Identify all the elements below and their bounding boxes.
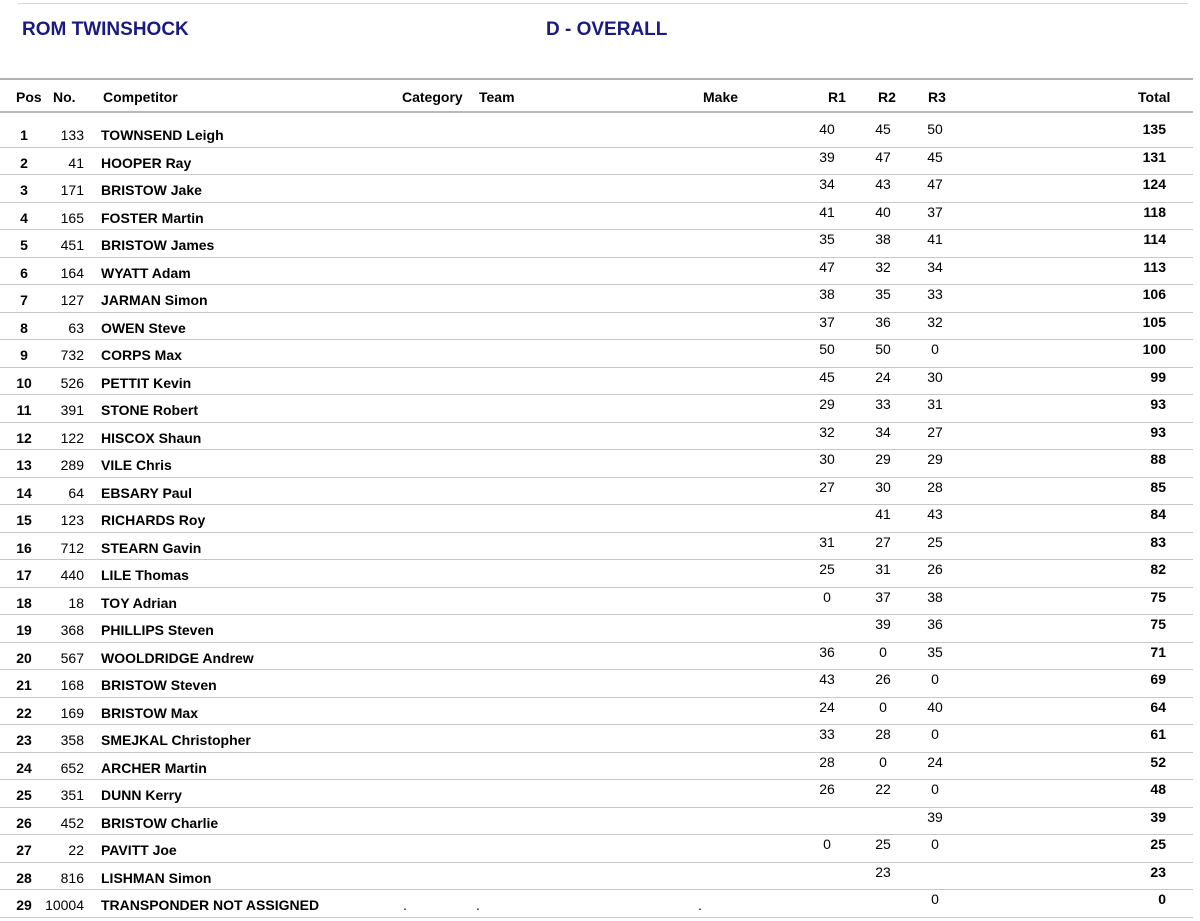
- cell-no: 41: [68, 154, 84, 171]
- cell-competitor: DUNN Kerry: [101, 787, 182, 803]
- cell-pos: 4: [20, 209, 28, 226]
- table-row: [0, 120, 1193, 148]
- table-row: [0, 285, 1193, 313]
- cell-r2: 31: [875, 561, 891, 577]
- cell-no: 358: [60, 732, 84, 748]
- cell-pos: 7: [20, 292, 28, 308]
- cell-no: 164: [60, 264, 84, 281]
- header-make: Make: [703, 89, 739, 105]
- cell-r3: 47: [927, 176, 943, 192]
- cell-no: 122: [60, 429, 84, 446]
- cell-r3: 27: [927, 423, 943, 440]
- cell-no: 816: [60, 869, 84, 886]
- cell-pos: 22: [16, 704, 32, 721]
- table-row: [0, 808, 1193, 836]
- cell-pos: 1: [20, 127, 28, 143]
- cell-r3: 0: [931, 781, 939, 797]
- cell-r3: 25: [927, 533, 943, 550]
- table-row: [0, 258, 1193, 286]
- table-row: [0, 670, 1193, 698]
- cell-no: 289: [60, 457, 84, 473]
- cell-competitor: WOOLDRIDGE Andrew: [101, 649, 254, 666]
- cell-no: 452: [60, 814, 84, 831]
- cell-r2: 47: [875, 148, 891, 165]
- cell-r2: 36: [875, 313, 891, 330]
- cell-r2: 37: [875, 588, 891, 605]
- cell-r1: 33: [819, 726, 835, 742]
- header-category: Category: [402, 89, 463, 105]
- cell-competitor: BRISTOW Charlie: [101, 814, 219, 831]
- cell-pos: 2: [20, 154, 28, 171]
- table-row: [0, 588, 1193, 616]
- cell-pos: 10: [16, 374, 32, 391]
- cell-total: 82: [1150, 561, 1166, 577]
- cell-r1: 50: [819, 341, 835, 357]
- cell-total: 25: [1150, 836, 1166, 852]
- cell-r3: 0: [931, 671, 939, 687]
- cell-no: 10004: [45, 897, 84, 913]
- cell-total: 93: [1150, 423, 1166, 440]
- cell-pos: 27: [16, 842, 32, 858]
- cell-no: 391: [60, 402, 84, 418]
- cell-total: 100: [1142, 341, 1166, 357]
- cell-no: 171: [60, 182, 84, 198]
- cell-competitor: TOY Adrian: [101, 594, 177, 611]
- cell-total: 124: [1142, 176, 1166, 192]
- cell-competitor: EBSARY Paul: [101, 484, 193, 501]
- cell-no: 168: [60, 677, 84, 693]
- cell-competitor: OWEN Steve: [101, 319, 186, 336]
- cell-pos: 11: [16, 402, 32, 418]
- cell-pos: 29: [16, 897, 32, 913]
- cell-r2: 33: [875, 396, 891, 412]
- cell-no: 63: [68, 319, 84, 336]
- cell-r2: 27: [875, 533, 891, 550]
- cell-pos: 8: [20, 319, 28, 336]
- table-row: [0, 148, 1193, 176]
- header-total: Total: [1138, 89, 1171, 105]
- cell-r2: 45: [875, 121, 891, 137]
- cell-no: 18: [68, 594, 84, 611]
- table-row: [0, 725, 1193, 753]
- cell-r3: 26: [927, 561, 943, 577]
- table-row: [0, 423, 1193, 451]
- class-title: D - OVERALL: [546, 19, 668, 40]
- cell-total: 114: [1143, 231, 1166, 247]
- table-row: [0, 505, 1193, 533]
- cell-r1: 37: [819, 313, 835, 330]
- cell-r2: 29: [875, 451, 891, 467]
- table-row: [0, 313, 1193, 341]
- cell-competitor: WYATT Adam: [101, 264, 191, 281]
- cell-total: 118: [1143, 203, 1166, 220]
- cell-r3: 50: [927, 121, 943, 137]
- cell-competitor: JARMAN Simon: [101, 292, 208, 308]
- cell-pos: 19: [16, 622, 32, 638]
- table-row: [0, 890, 1193, 918]
- cell-total: 75: [1150, 616, 1166, 632]
- cell-r2: 23: [875, 863, 891, 880]
- cell-r3: 0: [931, 726, 939, 742]
- cell-total: 99: [1150, 368, 1166, 385]
- cell-pos: 13: [16, 457, 32, 473]
- cell-r2: 28: [875, 726, 891, 742]
- cell-r3: 0: [931, 341, 939, 357]
- cell-r3: 41: [927, 231, 943, 247]
- cell-competitor: LILE Thomas: [101, 567, 189, 583]
- cell-r3: 28: [927, 478, 943, 495]
- cell-r3: 37: [927, 203, 943, 220]
- cell-r2: 40: [875, 203, 891, 220]
- table-row: [0, 395, 1193, 423]
- cell-pos: 28: [16, 869, 32, 886]
- table-row: [0, 368, 1193, 396]
- cell-no: 526: [60, 374, 84, 391]
- cell-r3: 43: [927, 506, 943, 522]
- cell-r3: 35: [927, 643, 943, 660]
- cell-total: 48: [1150, 781, 1166, 797]
- cell-no: 351: [60, 787, 84, 803]
- cell-competitor: ARCHER Martin: [101, 759, 207, 776]
- cell-pos: 23: [16, 732, 32, 748]
- table-row: [0, 863, 1193, 891]
- cell-no: 64: [68, 484, 84, 501]
- header-r2: R2: [878, 89, 896, 105]
- cell-pos: 18: [16, 594, 32, 611]
- cell-total: 88: [1150, 451, 1166, 467]
- cell-competitor: CORPS Max: [101, 347, 182, 363]
- cell-r2: 0: [879, 698, 887, 715]
- cell-r1: 35: [819, 231, 835, 247]
- header-r1: R1: [828, 89, 846, 105]
- results-table: [0, 120, 1193, 918]
- cell-no: 127: [60, 292, 84, 308]
- cell-pos: 25: [16, 787, 32, 803]
- cell-no: 133: [60, 127, 84, 143]
- cell-r2: 0: [879, 643, 887, 660]
- cell-competitor: STONE Robert: [101, 402, 198, 418]
- cell-no: 22: [68, 842, 84, 858]
- cell-r1: 41: [819, 203, 835, 220]
- table-row: [0, 230, 1193, 258]
- cell-total: 64: [1150, 698, 1166, 715]
- cell-make: .: [698, 897, 702, 913]
- cell-r2: 32: [875, 258, 891, 275]
- top-divider: [18, 3, 1188, 4]
- cell-r1: 0: [823, 588, 831, 605]
- cell-pos: 14: [16, 484, 32, 501]
- cell-r2: 34: [875, 423, 891, 440]
- cell-r2: 35: [875, 286, 891, 302]
- cell-r2: 26: [875, 671, 891, 687]
- cell-r3: 38: [927, 588, 943, 605]
- cell-r2: 30: [875, 478, 891, 495]
- cell-total: 83: [1150, 533, 1166, 550]
- cell-r1: 38: [819, 286, 835, 302]
- cell-r3: 31: [927, 396, 943, 412]
- cell-r3: 0: [931, 836, 939, 852]
- table-row: [0, 450, 1193, 478]
- cell-r3: 34: [927, 258, 943, 275]
- cell-competitor: HOOPER Ray: [101, 154, 192, 171]
- cell-pos: 9: [20, 347, 28, 363]
- cell-r1: 31: [819, 533, 835, 550]
- cell-r3: 33: [927, 286, 943, 302]
- cell-pos: 15: [16, 512, 32, 528]
- cell-total: 135: [1142, 121, 1166, 137]
- cell-no: 165: [60, 209, 84, 226]
- cell-r1: 34: [819, 176, 835, 192]
- cell-competitor: LISHMAN Simon: [101, 869, 212, 886]
- cell-r2: 50: [875, 341, 891, 357]
- cell-r3: 40: [927, 698, 943, 715]
- cell-r1: 26: [819, 781, 835, 797]
- cell-no: 712: [60, 539, 84, 556]
- cell-pos: 3: [20, 182, 28, 198]
- cell-r1: 29: [819, 396, 835, 412]
- cell-total: 61: [1150, 726, 1166, 742]
- cell-no: 732: [60, 347, 84, 363]
- header-no: No.: [53, 89, 76, 105]
- cell-total: 0: [1158, 891, 1166, 907]
- table-row: [0, 175, 1193, 203]
- cell-competitor: BRISTOW Jake: [101, 182, 202, 198]
- cell-competitor: PETTIT Kevin: [101, 374, 192, 391]
- cell-competitor: RICHARDS Roy: [101, 512, 206, 528]
- cell-r1: 45: [819, 368, 835, 385]
- table-row: [0, 340, 1193, 368]
- cell-pos: 17: [16, 567, 32, 583]
- cell-competitor: BRISTOW Max: [101, 704, 198, 721]
- header-r3: R3: [928, 89, 946, 105]
- cell-total: 93: [1150, 396, 1166, 412]
- header-bottom-rule: [0, 111, 1193, 113]
- cell-category: .: [403, 897, 407, 913]
- cell-competitor: PHILLIPS Steven: [101, 622, 214, 638]
- cell-competitor: BRISTOW Steven: [101, 677, 217, 693]
- cell-total: 131: [1142, 148, 1166, 165]
- cell-r2: 0: [879, 753, 887, 770]
- cell-no: 440: [60, 567, 84, 583]
- cell-total: 71: [1150, 643, 1166, 660]
- cell-competitor: PAVITT Joe: [101, 842, 177, 858]
- cell-competitor: BRISTOW James: [101, 237, 215, 253]
- cell-r1: 32: [819, 423, 835, 440]
- cell-competitor: FOSTER Martin: [101, 209, 204, 226]
- cell-total: 113: [1143, 258, 1166, 275]
- cell-r1: 28: [819, 753, 835, 770]
- cell-r3: 36: [927, 616, 943, 632]
- cell-no: 567: [60, 649, 84, 666]
- cell-pos: 6: [20, 264, 28, 281]
- cell-total: 39: [1150, 808, 1166, 825]
- cell-r2: 39: [875, 616, 891, 632]
- table-row: [0, 533, 1193, 561]
- cell-total: 75: [1150, 588, 1166, 605]
- cell-r1: 30: [819, 451, 835, 467]
- table-row: [0, 698, 1193, 726]
- cell-no: 368: [60, 622, 84, 638]
- cell-r2: 22: [875, 781, 891, 797]
- cell-total: 69: [1150, 671, 1166, 687]
- cell-r1: 27: [819, 478, 835, 495]
- cell-pos: 26: [16, 814, 32, 831]
- cell-r2: 38: [875, 231, 891, 247]
- cell-no: 169: [60, 704, 84, 721]
- cell-r1: 43: [819, 671, 835, 687]
- table-row: [0, 780, 1193, 808]
- cell-total: 105: [1142, 313, 1166, 330]
- cell-no: 451: [60, 237, 84, 253]
- header-pos: Pos: [16, 89, 42, 105]
- cell-no: 123: [60, 512, 84, 528]
- cell-pos: 16: [16, 539, 32, 556]
- cell-total: 52: [1150, 753, 1166, 770]
- cell-no: 652: [60, 759, 84, 776]
- cell-r1: 24: [819, 698, 835, 715]
- cell-total: 85: [1150, 478, 1166, 495]
- table-row: [0, 203, 1193, 231]
- cell-r1: 39: [819, 148, 835, 165]
- header-competitor: Competitor: [103, 89, 178, 105]
- cell-r2: 24: [875, 368, 891, 385]
- cell-r2: 25: [875, 836, 891, 852]
- cell-total: 84: [1150, 506, 1166, 522]
- cell-r1: 47: [819, 258, 835, 275]
- cell-total: 23: [1150, 863, 1166, 880]
- table-row: [0, 615, 1193, 643]
- event-title: ROM TWINSHOCK: [22, 19, 189, 40]
- table-row: [0, 478, 1193, 506]
- cell-r1: 25: [819, 561, 835, 577]
- cell-pos: 21: [16, 677, 32, 693]
- cell-pos: 5: [20, 237, 28, 253]
- table-row: [0, 560, 1193, 588]
- cell-competitor: SMEJKAL Christopher: [101, 732, 251, 748]
- cell-r2: 41: [875, 506, 891, 522]
- cell-r3: 45: [927, 148, 943, 165]
- cell-pos: 20: [16, 649, 32, 666]
- cell-r3: 30: [927, 368, 943, 385]
- cell-competitor: HISCOX Shaun: [101, 429, 202, 446]
- cell-r1: 36: [819, 643, 835, 660]
- cell-r3: 0: [931, 891, 939, 907]
- cell-r3: 29: [927, 451, 943, 467]
- cell-pos: 24: [16, 759, 32, 776]
- cell-competitor: TOWNSEND Leigh: [101, 127, 224, 143]
- cell-r3: 24: [927, 753, 943, 770]
- table-row: [0, 835, 1193, 863]
- cell-total: 106: [1142, 286, 1166, 302]
- cell-r1: 40: [819, 121, 835, 137]
- header-team: Team: [479, 89, 515, 105]
- cell-r2: 43: [875, 176, 891, 192]
- cell-competitor: TRANSPONDER NOT ASSIGNED: [101, 897, 320, 913]
- cell-competitor: VILE Chris: [101, 457, 172, 473]
- cell-r3: 32: [927, 313, 943, 330]
- table-row: [0, 643, 1193, 671]
- cell-r3: 39: [927, 808, 943, 825]
- cell-team: .: [476, 897, 480, 913]
- header-top-rule: [0, 78, 1193, 80]
- cell-competitor: STEARN Gavin: [101, 539, 202, 556]
- cell-pos: 12: [16, 429, 32, 446]
- table-row: [0, 753, 1193, 781]
- cell-r1: 0: [823, 836, 831, 852]
